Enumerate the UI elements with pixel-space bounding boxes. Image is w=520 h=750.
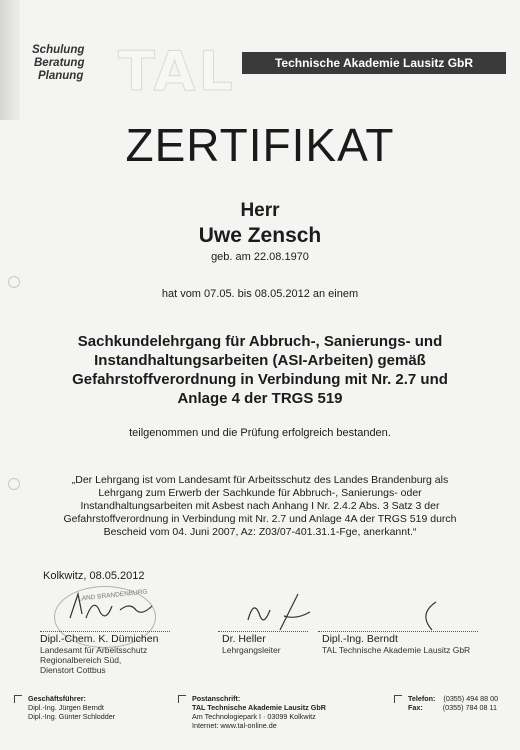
punch-hole: [8, 276, 20, 288]
footer-line: Am Technologiepark I · 03099 Kolkwitz: [192, 712, 316, 721]
tal-logo: TAL: [118, 40, 236, 103]
result-statement: teilgenommen und die Prüfung erfolgreich bestanden.: [129, 427, 391, 439]
footer-website: Internet: www.tal-online.de: [192, 721, 277, 730]
quote-line: Gefahrstoffverordnung in Verbindung mit Nr. 2.7 und Anlage 4A der TRGS 519 durch: [63, 513, 457, 525]
accreditation-quote: [38, 474, 482, 539]
footer-line: Dipl.-Ing. Jürgen Berndt: [28, 703, 104, 712]
course-period: hat vom 07.05. bis 08.05.2012 an einem: [161, 288, 359, 300]
course-line: Anlage 4 der TRGS 519: [177, 390, 343, 407]
footer-corner-mark: [14, 695, 22, 703]
signature-block-heller: [222, 633, 281, 655]
signatory-name: Dr. Heller: [222, 633, 266, 645]
seal-text: LAND BRANDENBURG: [77, 588, 148, 603]
signatory-name: Dipl.-Ing. Berndt: [322, 633, 398, 645]
company-banner: Technische Akademie Lausitz GbR: [242, 52, 506, 74]
signatory-role: Lehrgangsleiter: [222, 645, 281, 655]
footer-line: Dipl.-Ing. Günter Schlodder: [28, 712, 116, 721]
footer-management: [28, 694, 115, 721]
footer-postal: [192, 694, 326, 730]
footer-line: TAL Technische Akademie Lausitz GbR: [192, 703, 326, 712]
footer-label: Geschäftsführer:: [28, 694, 86, 703]
place-date: Kolkwitz, 08.05.2012: [43, 570, 145, 582]
signature-line: [40, 631, 170, 632]
tagline-line: Planung: [38, 70, 84, 82]
quote-line: „Der Lehrgang ist vom Landesamt für Arbeitsschutz des Landes Brandenburg als: [71, 474, 449, 486]
quote-line: Lehrgang zum Erwerb der Sachkunde für Abbruch-, Sanierungs- oder: [98, 487, 422, 499]
signature-line: [318, 631, 478, 632]
punch-hole: [8, 478, 20, 490]
footer-contact: [408, 694, 498, 712]
signatory-role: Regionalbereich Süd,: [40, 655, 122, 665]
certificate-title: ZERTIFIKAT: [125, 119, 395, 171]
course-title: [0, 332, 520, 408]
signature-heller: [240, 590, 330, 635]
tagline-line: Beratung: [34, 57, 85, 69]
footer-corner-mark: [394, 695, 402, 703]
recipient-name: Uwe Zensch: [198, 224, 322, 247]
course-line: Instandhaltungsarbeiten (ASI-Arbeiten) gemäß: [94, 352, 426, 369]
signatory-role: Landesamt für Arbeitsschutz: [40, 645, 148, 655]
signature-berndt: [410, 596, 450, 636]
quote-line: Instandhaltungsarbeiten mit Asbest nach Anhang I Nr. 2.4.2 Abs. 3 Satz 3 der: [80, 500, 440, 512]
phone-label: Telefon:: [408, 694, 436, 703]
company-tagline: [32, 44, 84, 83]
signature-duemichen: [60, 588, 170, 628]
phone-number: (0355) 494 88 00: [443, 694, 499, 703]
footer-corner-mark: [178, 695, 186, 703]
signature-block-duemichen: [40, 633, 158, 675]
course-line: Gefahrstoffverordnung in Verbindung mit Nr. 2.7 und: [72, 371, 448, 388]
signatory-role: Dienstort Cottbus: [40, 665, 106, 675]
tagline-line: Schulung: [32, 44, 85, 56]
course-line: Sachkundelehrgang für Abbruch-, Sanierungs- und: [77, 333, 443, 350]
salutation: Herr: [240, 200, 280, 221]
fax-number: (0355) 784 08 11: [442, 703, 497, 712]
footer-label: Postanschrift:: [192, 694, 241, 703]
signatory-role: TAL Technische Akademie Lausitz GbR: [322, 645, 471, 655]
signature-line: [218, 631, 308, 632]
fax-label: Fax:: [408, 703, 423, 712]
signatory-name: Dipl.-Chem. K. Dümichen: [40, 633, 159, 645]
quote-line: Bescheid vom 04. Juni 2007, Az: Z03/07-401.31.1-Fge, anerkannt.“: [103, 526, 417, 538]
scan-edge-shadow: [0, 0, 20, 120]
signature-block-berndt: [322, 633, 470, 655]
birth-date: geb. am 22.08.1970: [211, 251, 309, 263]
